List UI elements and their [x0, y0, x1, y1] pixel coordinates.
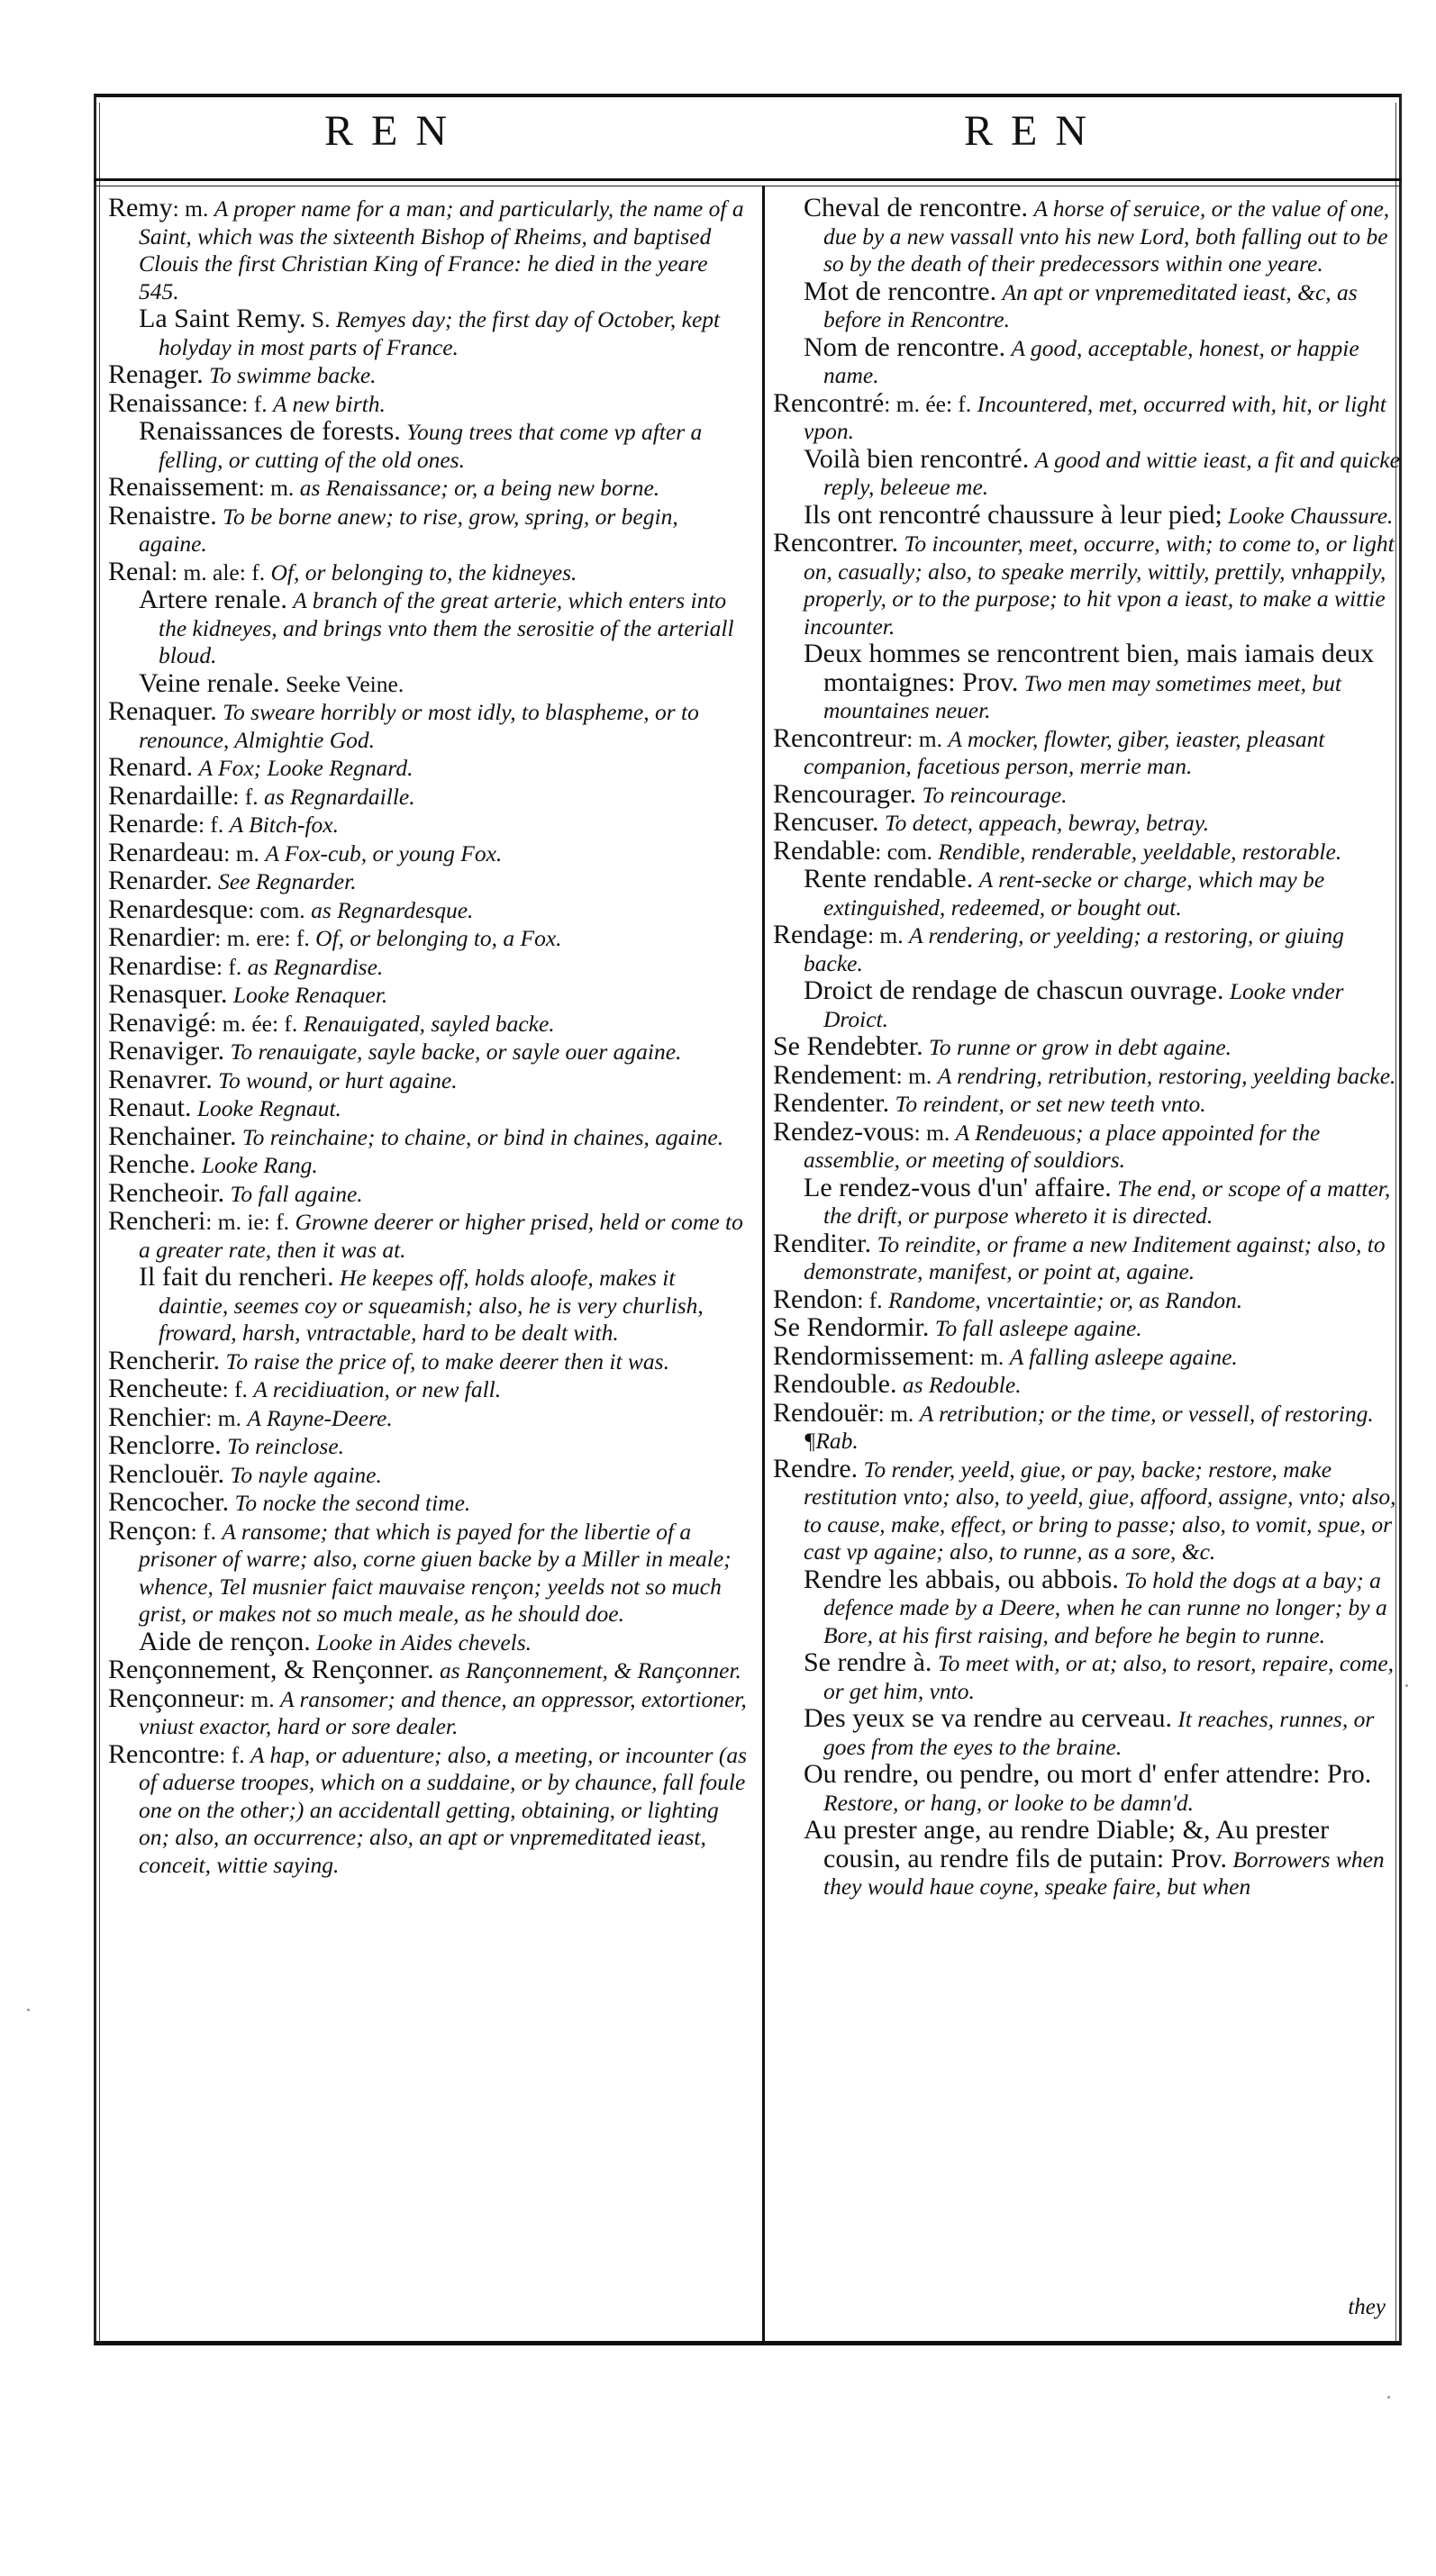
- entry-definition: A new birth.: [272, 390, 386, 417]
- entry-headword: Rendement: [773, 1059, 896, 1090]
- entry-headword: Se rendre à.: [804, 1647, 932, 1677]
- dictionary-entry: [773, 1116, 1404, 1175]
- dictionary-entry: [108, 586, 748, 670]
- dictionary-entry: [108, 1177, 748, 1209]
- entry-grammar: : f.: [857, 1286, 883, 1313]
- entry-headword: Il fait du rencheri.: [139, 1262, 334, 1292]
- entry-definition: Of, or belonging to, the kidneyes.: [270, 558, 577, 585]
- dictionary-entry: [773, 1230, 1404, 1286]
- dictionary-entry: [108, 1208, 748, 1264]
- entry-headword: Rencherir.: [108, 1345, 221, 1375]
- entry-definition: The end, or scope of a matter, the drift, or purpose whereto it is directed.: [823, 1175, 1391, 1229]
- entry-grammar: : m.: [895, 1062, 932, 1089]
- entry-grammar: : m.: [867, 922, 904, 948]
- entry-headword: La Saint Remy.: [139, 304, 306, 333]
- dictionary-entry: [108, 839, 748, 868]
- dictionary-entry: [773, 921, 1404, 977]
- entry-headword: Rencocher.: [108, 1487, 230, 1517]
- entry-headword: Renaistre.: [108, 500, 217, 531]
- entry-headword: Rendenter.: [773, 1088, 890, 1118]
- dictionary-entry: [108, 811, 748, 839]
- entry-definition: To detect, appeach, bewray, betray.: [884, 810, 1210, 836]
- entry-definition: as Regnardaille.: [263, 783, 415, 810]
- entry-definition: A rent-secke or charge, which may be extinguished, redeemed, or bought out.: [823, 866, 1325, 921]
- entry-grammar: : com.: [247, 896, 305, 923]
- entry-headword: Renclouër.: [108, 1458, 225, 1489]
- dictionary-entry: [108, 1120, 748, 1152]
- entry-headword: Rencontreur: [773, 722, 907, 753]
- entry-headword: Renardier: [108, 922, 215, 952]
- dictionary-entry: [773, 640, 1404, 725]
- dictionary-entry: [108, 754, 748, 783]
- column-divider: [762, 186, 765, 2345]
- entry-definition: It reaches, runnes, or goes from the eyes to the braine.: [823, 1706, 1375, 1760]
- entry-grammar: : m. ie: f.: [205, 1209, 290, 1235]
- entry-definition: To reindite, or frame a new Inditement against; also, to demonstrate, manifest, or point at, againe.: [804, 1230, 1386, 1284]
- entry-headword: Rendable: [773, 835, 876, 866]
- entry-headword: Rençonneur: [108, 1683, 239, 1713]
- entry-headword: Mot de rencontre.: [804, 276, 997, 306]
- dictionary-entry: [108, 500, 748, 558]
- entry-headword: Renavigé: [108, 1007, 211, 1038]
- entry-definition: Remyes day; the first day of October, kept holyday in most parts of France.: [159, 306, 721, 360]
- entry-headword: Cheval de rencontre.: [804, 193, 1029, 222]
- entry-definition: An apt or vnpremeditated ieast, &c, as before in Rencontre.: [823, 278, 1358, 332]
- dictionary-entry: [108, 1432, 748, 1461]
- dictionary-entry: [773, 977, 1404, 1033]
- entry-grammar: Seeke Veine.: [279, 670, 404, 697]
- running-head-right: REN: [964, 107, 1104, 155]
- entry-definition: To meet with, or at; also, to resort, repaire, come, or get him, vnto.: [823, 1650, 1395, 1704]
- dictionary-entry: [108, 418, 748, 474]
- entry-grammar: : m. ale: f.: [170, 558, 266, 585]
- entry-headword: Renal: [108, 556, 171, 586]
- entry-definition: Randome, vncertaintie; or, as Randon.: [888, 1286, 1243, 1313]
- dictionary-entry: [108, 1151, 748, 1180]
- dictionary-entry: [108, 1347, 748, 1376]
- entry-headword: Nom de rencontre.: [804, 331, 1006, 362]
- dictionary-entry: [773, 1283, 1404, 1315]
- entry-headword: Au prester ange, au rendre Diable; &, Au prester cousin, au rendre fils de putain: Prov.: [804, 1815, 1330, 1873]
- dictionary-entry: [108, 1685, 748, 1741]
- entry-definition: See Regnarder.: [218, 868, 357, 894]
- dictionary-entry: [108, 1401, 748, 1433]
- dictionary-entry: [108, 1489, 748, 1518]
- dictionary-entry: [773, 1566, 1404, 1650]
- entry-grammar: : f.: [215, 953, 242, 980]
- dictionary-entry: [773, 278, 1404, 334]
- entry-headword: Rencontre: [108, 1738, 220, 1769]
- dictionary-entry: [773, 1649, 1404, 1705]
- dictionary-entry: [773, 499, 1404, 531]
- dictionary-entry: [108, 950, 748, 982]
- entry-definition: as Rançonnement, & Rançonner.: [439, 1657, 741, 1683]
- entry-headword: Voilà bien rencontré.: [804, 443, 1030, 474]
- dictionary-entry: [108, 924, 748, 953]
- dictionary-entry: [108, 195, 748, 305]
- dictionary-entry: [108, 1515, 748, 1628]
- entry-grammar: : m. ée: f.: [210, 1010, 298, 1037]
- entry-definition: To fall againe.: [230, 1180, 363, 1207]
- entry-definition: A good, acceptable, honest, or happie name.: [823, 334, 1359, 388]
- entry-definition: Incountered, met, occurred with, hit, or light vpon.: [804, 390, 1386, 444]
- entry-headword: Renditer.: [773, 1228, 872, 1258]
- entry-definition: Two men may sometimes meet, but mountaines neuer.: [823, 669, 1341, 723]
- dictionary-entry: [773, 722, 1404, 781]
- entry-headword: Renaquer.: [108, 696, 217, 726]
- dictionary-entry: [108, 387, 748, 419]
- entry-definition: Of, or belonging to, a Fox.: [315, 925, 562, 951]
- dictionary-entry: [108, 1628, 748, 1657]
- catchword: they: [1348, 2295, 1386, 2319]
- entry-headword: Ou rendre, ou pendre, ou mort d' enfer attendre: Pro.: [804, 1759, 1372, 1789]
- dictionary-entry: [773, 443, 1404, 502]
- dictionary-entry: [773, 1817, 1404, 1901]
- entry-headword: Le rendez-vous d'un' affaire.: [804, 1172, 1112, 1202]
- right-column: [773, 195, 1404, 1901]
- entry-headword: Rendez-vous: [773, 1116, 914, 1147]
- entry-definition: To reinclose.: [227, 1433, 345, 1459]
- dictionary-entry: [108, 1738, 748, 1880]
- entry-headword: Rendormissement: [773, 1340, 968, 1371]
- entry-headword: Rencheoir.: [108, 1177, 225, 1208]
- entry-definition: A hap, or aduenture; also, a meeting, or incounter (as of aduerse troopes, which on a suddaine, or by chaunce, fall foule one on the other;) an accidentall getting, obtaining, or lighting on; also, an occurrence; also, an apt or vnpremeditated ieast, conceit, wittie saying.: [139, 1741, 748, 1878]
- entry-definition: A Bitch-fox.: [229, 812, 339, 838]
- dictionary-entry: [773, 1059, 1404, 1091]
- entry-grammar: : f.: [241, 390, 268, 417]
- entry-definition: A ransomer; and thence, an oppressor, extortioner, vniust exactor, hard or sore dealer.: [139, 1685, 747, 1739]
- entry-definition: A proper name for a man; and particularly, the name of a Saint, which was the sixteenth Bishop of Rheims, and baptised Clouis the first Christian King of France: he died in the yeare 545.: [139, 195, 744, 304]
- entry-headword: Rente rendable.: [804, 864, 974, 893]
- entry-headword: Renchainer.: [108, 1120, 237, 1151]
- dictionary-entry: [108, 867, 748, 896]
- entry-grammar: : f.: [232, 783, 259, 810]
- entry-definition: Young trees that come vp after a felling, or cutting of the old ones.: [159, 419, 703, 473]
- entry-definition: To reindent, or set new teeth vnto.: [895, 1091, 1206, 1117]
- entry-headword: Rencheute: [108, 1374, 223, 1403]
- dictionary-entry: [773, 1314, 1404, 1343]
- entry-definition: To nayle againe.: [230, 1461, 382, 1488]
- margin-speck: [1405, 1684, 1408, 1687]
- entry-headword: Rendouër: [773, 1397, 878, 1428]
- entry-headword: Renard.: [108, 752, 194, 782]
- entry-headword: Rençonnement, & Rençonner.: [108, 1655, 434, 1684]
- entry-definition: To fall asleepe againe.: [934, 1315, 1142, 1341]
- dictionary-entry: [773, 387, 1404, 446]
- entry-headword: Rençon: [108, 1515, 191, 1546]
- entry-grammar: : m.: [172, 195, 209, 222]
- dictionary-entry: [108, 474, 748, 503]
- dictionary-entry: [108, 780, 748, 812]
- entry-headword: Renasquer.: [108, 979, 228, 1009]
- entry-headword: Renager.: [108, 359, 204, 389]
- entry-grammar: : m.: [968, 1343, 1004, 1370]
- entry-headword: Renchier: [108, 1401, 206, 1432]
- entry-definition: A Fox; Looke Regnard.: [198, 755, 414, 781]
- left-column: [108, 195, 748, 1879]
- dictionary-entry: [773, 530, 1404, 640]
- entry-definition: To raise the price of, to make deerer then it was.: [225, 1347, 669, 1374]
- entry-definition: Looke in Aides chevels.: [316, 1628, 532, 1655]
- entry-grammar: : f.: [197, 812, 224, 838]
- entry-definition: A good and wittie ieast, a fit and quicke reply, beleeue me.: [823, 446, 1400, 500]
- entry-headword: Renardesque: [108, 893, 248, 924]
- entry-headword: Renaut.: [108, 1093, 192, 1122]
- entry-definition: A Rayne-Deere.: [247, 1404, 393, 1431]
- entry-grammar: : m. ée: f.: [884, 390, 972, 417]
- entry-definition: To runne or grow in debt againe.: [929, 1034, 1232, 1060]
- entry-definition: Looke Renaquer.: [232, 982, 388, 1008]
- entry-grammar: : m. ere: f.: [214, 925, 310, 951]
- entry-headword: Rencontrer.: [773, 528, 899, 558]
- entry-definition: A Fox-cub, or young Fox.: [265, 839, 503, 866]
- entry-headword: Droict de rendage de chascun ouvrage.: [804, 975, 1224, 1005]
- dictionary-entry: [108, 1007, 748, 1039]
- dictionary-entry: [108, 1264, 748, 1347]
- entry-definition: A ransome; that which is payed for the libertie of a prisoner of warre; also, corne giuen backe by a Miller in meale; whence, Tel musnier faict mauvaise rençon; yeelds not so much grist, or makes not so much meale, as he should doe.: [139, 1518, 732, 1627]
- dictionary-entry: [773, 331, 1404, 390]
- dictionary-entry: [108, 893, 748, 925]
- dictionary-entry: [108, 305, 748, 361]
- entry-headword: Rencuser.: [773, 807, 879, 837]
- entry-headword: Renaissement: [108, 472, 259, 502]
- entry-definition: as Redouble.: [902, 1372, 1022, 1398]
- entry-grammar: S.: [305, 306, 331, 332]
- entry-headword: Aide de rençon.: [139, 1626, 311, 1656]
- entry-headword: Rendage: [773, 920, 868, 949]
- entry-headword: Rencontré: [773, 387, 885, 418]
- entry-grammar: : com.: [875, 838, 933, 865]
- entry-headword: Des yeux se va rendre au cerveau.: [804, 1703, 1172, 1733]
- dictionary-entry: [108, 1375, 748, 1404]
- entry-definition: A branch of the great arterie, which enters into the kidneyes, and brings vnto them the serositie of the arteriall bloud.: [159, 587, 734, 668]
- entry-definition: To reinchaine; to chaine, or bind in chaines, againe.: [241, 1123, 724, 1150]
- entry-grammar: : m.: [913, 1119, 950, 1146]
- dictionary-entry: [108, 698, 748, 754]
- entry-definition: Looke vnder Droict.: [823, 978, 1344, 1032]
- dictionary-entry: [108, 1094, 748, 1123]
- entry-grammar: : m.: [223, 839, 259, 866]
- entry-headword: Rendre.: [773, 1453, 859, 1483]
- dictionary-entry: [108, 558, 748, 587]
- entry-definition: as Regnardesque.: [311, 896, 474, 923]
- dictionary-entry: [773, 778, 1404, 810]
- dictionary-entry: [773, 1453, 1404, 1566]
- entry-definition: A horse of seruice, or the value of one, due by a new vassall vnto his new Lord, both falling out to be so by the death of their predecessors within one yeare.: [823, 195, 1390, 277]
- entry-headword: Se Rendormir.: [773, 1312, 930, 1342]
- entry-definition: as Regnardise.: [247, 953, 384, 980]
- entry-definition: A rendering, or yeelding; a restoring, or giuing backe.: [804, 922, 1344, 976]
- entry-headword: Renche.: [108, 1149, 196, 1179]
- entry-headword: Rendouble.: [773, 1369, 897, 1399]
- dictionary-entry: [773, 1090, 1404, 1119]
- entry-definition: A recidiuation, or new fall.: [253, 1376, 502, 1402]
- dictionary-entry: [773, 866, 1404, 921]
- entry-definition: To swimme backe.: [209, 362, 377, 388]
- entry-definition: To render, yeeld, giue, or pay, backe; restore, make restitution vnto; also, to yeeld, giue, affoord, assigne, vnto; also, to cause, make, effect, or bring to passe; also, to vomit, spue, or cast vp againe; also, to runne, as a sore, &c.: [804, 1456, 1396, 1565]
- entry-headword: Renavrer.: [108, 1064, 213, 1094]
- entry-headword: Ils ont rencontré chaussure à leur pied;: [804, 499, 1222, 530]
- header-rule: [94, 178, 1402, 181]
- dictionary-entry: [773, 1172, 1404, 1230]
- dictionary-entry: [773, 1761, 1404, 1817]
- entry-definition: To be borne anew; to rise, grow, spring, or begin, againe.: [139, 503, 678, 557]
- entry-definition: To hold the dogs at a bay; a defence made by a Deere, when he can runne no longer; by a Bore, at his first raising, and before he begin to runne.: [823, 1566, 1387, 1648]
- entry-headword: Rencourager.: [773, 778, 917, 809]
- entry-definition: A rendring, retribution, restoring, yeelding backe.: [937, 1062, 1396, 1089]
- entry-headword: Renardaille: [108, 780, 233, 811]
- entry-definition: Borrowers when they would haue coyne, speake faire, but when: [823, 1846, 1385, 1900]
- entry-headword: Rendre les abbais, ou abbois.: [804, 1564, 1119, 1594]
- dictionary-entry: [773, 1397, 1404, 1456]
- entry-definition: To sweare horribly or most idly, to blaspheme, or to renounce, Almightie God.: [139, 699, 699, 753]
- entry-headword: Renaviger.: [108, 1036, 225, 1066]
- dictionary-entry: [773, 1340, 1404, 1372]
- dictionary-entry: [773, 1371, 1404, 1400]
- entry-definition: Restore, or hang, or looke to be damn'd.: [823, 1789, 1195, 1816]
- entry-headword: Renardeau: [108, 837, 224, 867]
- dictionary-entry: [108, 1066, 748, 1095]
- entry-definition: Looke Rang.: [201, 1152, 318, 1178]
- entry-headword: Remy: [108, 193, 173, 222]
- entry-definition: Growne deerer or higher prised, held or come to a greater rate, then it was at.: [139, 1209, 743, 1263]
- dictionary-entry: [773, 195, 1404, 278]
- entry-grammar: : m.: [906, 725, 942, 752]
- entry-definition: A falling asleepe againe.: [1009, 1343, 1238, 1370]
- entry-grammar: : m.: [205, 1404, 241, 1431]
- entry-definition: A mocker, flowter, giber, ieaster, pleasant companion, facetious person, merrie man.: [804, 725, 1325, 779]
- entry-grammar: : m.: [877, 1400, 914, 1427]
- entry-headword: Deux hommes se rencontrent bien, mais iamais deux montaignes: Prov.: [804, 639, 1375, 697]
- dictionary-entry: [108, 1656, 748, 1685]
- dictionary-entry: [773, 809, 1404, 838]
- entry-headword: Renarde: [108, 809, 198, 839]
- margin-speck: [27, 2009, 30, 2011]
- dictionary-entry: [773, 1033, 1404, 1062]
- entry-headword: Renardise: [108, 950, 216, 981]
- dictionary-entry: [108, 981, 748, 1010]
- entry-headword: Veine renale.: [139, 667, 280, 698]
- dictionary-entry: [108, 667, 748, 699]
- entry-definition: Looke Chaussure.: [1228, 502, 1394, 529]
- margin-speck: [1387, 2396, 1390, 2399]
- entry-definition: Renauigated, sayled backe.: [303, 1010, 555, 1037]
- running-head-left: REN: [324, 107, 465, 155]
- entry-headword: Rencheri: [108, 1206, 206, 1236]
- entry-definition: He keepes off, holds aloofe, makes it daintie, seemes coy or squeamish; also, he is very churlish, froward, harsh, vntractable, hard to be dealt with.: [159, 1265, 704, 1346]
- entry-grammar: : f.: [219, 1741, 245, 1768]
- entry-definition: as Renaissance; or, a being new borne.: [299, 475, 660, 501]
- entry-grammar: : m.: [238, 1685, 275, 1712]
- entry-definition: To incounter, meet, occurre, with; to come to, or light on, casually; also, to speake merrily, wittily, prettily, vnhappily, properly, or to the purpose; to hit vpon a ieast, to make a wittie incounter.: [804, 531, 1395, 639]
- entry-definition: To reincourage.: [922, 781, 1068, 808]
- entry-grammar: : f.: [190, 1518, 216, 1545]
- entry-definition: To renauigate, sayle backe, or sayle ouer againe.: [230, 1039, 682, 1065]
- entry-headword: Se Rendebter.: [773, 1031, 923, 1061]
- dictionary-entry: [773, 1705, 1404, 1761]
- entry-definition: A Rendeuous; a place appointed for the assemblie, or meeting of souldiors.: [804, 1119, 1321, 1173]
- entry-definition: To nocke the second time.: [234, 1490, 471, 1516]
- entry-headword: Artere renale.: [139, 585, 287, 614]
- entry-grammar: : m.: [258, 475, 295, 501]
- entry-headword: Renaissance: [108, 387, 242, 418]
- entry-headword: Renarder.: [108, 866, 213, 895]
- entry-definition: Looke Regnaut.: [196, 1095, 341, 1121]
- entry-headword: Renaissances de forests.: [139, 416, 401, 446]
- entry-headword: Rendon: [773, 1283, 858, 1314]
- dictionary-entry: [108, 1038, 748, 1066]
- dictionary-entry: [108, 1458, 748, 1490]
- entry-grammar: : f.: [222, 1376, 248, 1402]
- dictionary-entry: [773, 835, 1404, 866]
- entry-headword: Renclorre.: [108, 1430, 222, 1460]
- entry-definition: To wound, or hurt againe.: [218, 1066, 458, 1093]
- entry-definition: Rendible, renderable, yeeldable, restorable.: [938, 838, 1342, 865]
- entry-definition: A retribution; or the time, or vessell, of restoring. ¶Rab.: [804, 1400, 1374, 1454]
- dictionary-entry: [108, 361, 748, 390]
